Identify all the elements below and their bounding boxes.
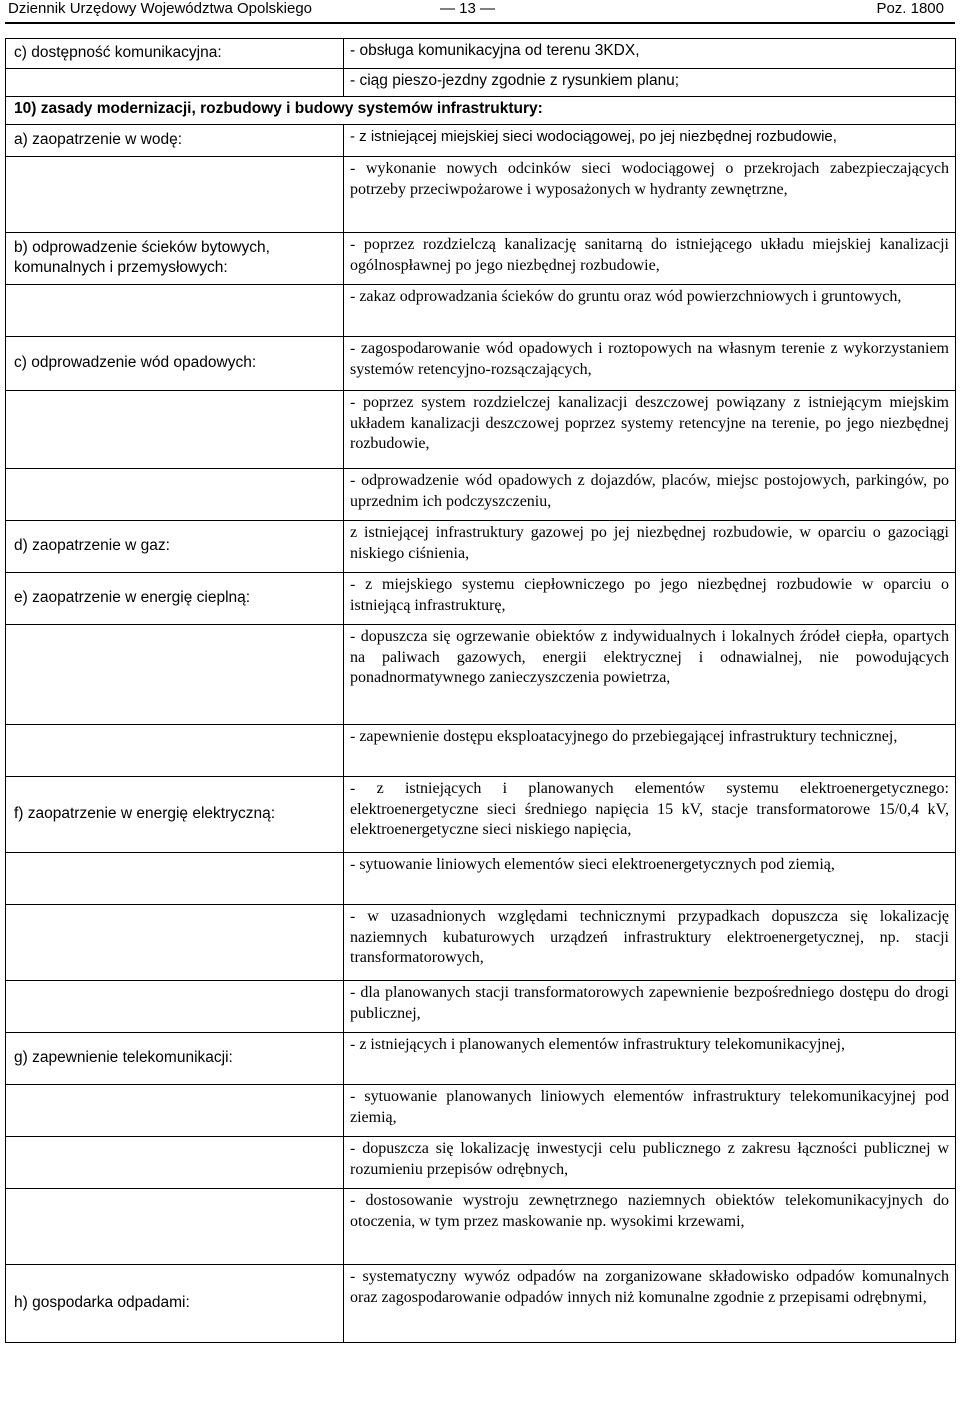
- row-label: g) zapewnienie telekomunikacji:: [6, 1033, 344, 1085]
- page-header: [0, 0, 960, 24]
- table-row: [6, 337, 956, 391]
- row-value: - ciąg pieszo-jezdny zgodnie z rysunkiem planu;: [344, 69, 956, 97]
- row-label: f) zaopatrzenie w energię elektryczną:: [6, 777, 344, 853]
- table-row: [6, 521, 956, 573]
- row-value: - z istniejących i planowanych elementów systemu elektroenergetycznego: elektroenergetyczne sieci średniego napięcia 15 kV, stacje transformatorowe 15/0,4 kV, elektroenergetyczne sieci niskiego napięcia,: [344, 777, 956, 853]
- row-label-empty: [6, 981, 344, 1033]
- row-label-empty: [6, 1137, 344, 1189]
- row-label: c) odprowadzenie wód opadowych:: [6, 337, 344, 391]
- row-label-empty: [6, 1085, 344, 1137]
- table-row: [6, 725, 956, 777]
- table-row: [6, 777, 956, 853]
- table-row: [6, 125, 956, 157]
- row-value: z istniejącej infrastruktury gazowej po jej niezbędnej rozbudowie, w oparciu o gazociągi niskiego ciśnienia,: [344, 521, 956, 573]
- row-label-empty: [6, 157, 344, 233]
- table-row: [6, 97, 956, 125]
- row-label-empty: [6, 853, 344, 905]
- row-value: - z istniejących i planowanych elementów infrastruktury telekomunikacyjnej,: [344, 1033, 956, 1085]
- table-row: [6, 1189, 956, 1265]
- row-value: - obsługa komunikacyjna od terenu 3KDX,: [344, 39, 956, 69]
- row-label: e) zaopatrzenie w energię cieplną:: [6, 573, 344, 625]
- table-row: [6, 469, 956, 521]
- row-value: - dostosowanie wystroju zewnętrznego naziemnych obiektów telekomunikacyjnych do otoczenia, w tym przez maskowanie np. wysokimi krzewami,: [344, 1189, 956, 1265]
- table-row: [6, 157, 956, 233]
- table-row: [6, 981, 956, 1033]
- row-label-empty: [6, 469, 344, 521]
- row-label-empty: [6, 69, 344, 97]
- row-value: - w uzasadnionych względami technicznymi przypadkach dopuszcza się lokalizację naziemnych kubaturowych urządzeń infrastruktury elektroenergetycznej, np. stacji transformatorowych,: [344, 905, 956, 981]
- journal-title: Dziennik Urzędowy Województwa Opolskiego: [8, 0, 313, 17]
- row-label-empty: [6, 625, 344, 725]
- position-number: Poz. 1800: [876, 0, 944, 17]
- table-row: [6, 1265, 956, 1343]
- row-label-empty: [6, 905, 344, 981]
- section-heading: 10) zasady modernizacji, rozbudowy i budowy systemów infrastruktury:: [6, 97, 956, 125]
- table-row: [6, 1085, 956, 1137]
- row-value: - poprzez system rozdzielczej kanalizacji deszczowej powiązany z istniejącym miejskim układem kanalizacji deszczowej poprzez systemy retencyjne na terenie, po jego niezbędnej rozbudowie,: [344, 391, 956, 469]
- row-label: a) zaopatrzenie w wodę:: [6, 125, 344, 157]
- table-row: [6, 905, 956, 981]
- row-value: - sytuowanie liniowych elementów sieci elektroenergetycznych pod ziemią,: [344, 853, 956, 905]
- row-label: b) odprowadzenie ścieków bytowych, komunalnych i przemysłowych:: [6, 233, 344, 285]
- row-label: h) gospodarka odpadami:: [6, 1265, 344, 1343]
- header-rule: [5, 22, 955, 24]
- table-row: [6, 853, 956, 905]
- row-value: - systematyczny wywóz odpadów na zorganizowane składowisko odpadów komunalnych oraz zagospodarowanie odpadów innych niż komunalne zgodnie z przepisami odrębnymi,: [344, 1265, 956, 1343]
- row-value: - z istniejącej miejskiej sieci wodociągowej, po jej niezbędnej rozbudowie,: [344, 125, 956, 157]
- row-value: - dopuszcza się lokalizację inwestycji celu publicznego z zakresu łączności publicznej w rozumieniu przepisów odrębnych,: [344, 1137, 956, 1189]
- table-row: [6, 39, 956, 69]
- row-value: - odprowadzenie wód opadowych z dojazdów, placów, miejsc postojowych, parkingów, po uprzednim ich podczyszczeniu,: [344, 469, 956, 521]
- row-label-empty: [6, 725, 344, 777]
- row-value: - zapewnienie dostępu eksploatacyjnego do przebiegającej infrastruktury technicznej,: [344, 725, 956, 777]
- row-label: c) dostępność komunikacyjna:: [6, 39, 344, 69]
- row-value: - poprzez rozdzielczą kanalizację sanitarną do istniejącego układu miejskiej kanalizacji ogólnospławnej po jego niezbędnej rozbudowie,: [344, 233, 956, 285]
- table-row: [6, 1137, 956, 1189]
- row-value: - sytuowanie planowanych liniowych elementów infrastruktury telekomunikacyjnej pod ziemią,: [344, 1085, 956, 1137]
- table-row: [6, 233, 956, 285]
- table-row: [6, 573, 956, 625]
- row-value: - z miejskiego systemu ciepłowniczego po jego niezbędnej rozbudowie w oparciu o istniejącą infrastrukturę,: [344, 573, 956, 625]
- table-row: [6, 69, 956, 97]
- table-row: [6, 391, 956, 469]
- page-number: — 13 —: [440, 0, 496, 17]
- table-row: [6, 1033, 956, 1085]
- row-value: - dopuszcza się ogrzewanie obiektów z indywidualnych i lokalnych źródeł ciepła, opartych na paliwach gazowych, energii elektrycznej i odnawialnej, nie powodujących ponadnormatywnego zanieczyszczenia powietrza,: [344, 625, 956, 725]
- row-value: - zakaz odprowadzania ścieków do gruntu oraz wód powierzchniowych i gruntowych,: [344, 285, 956, 337]
- row-value: - dla planowanych stacji transformatorowych zapewnienie bezpośredniego dostępu do drogi publicznej,: [344, 981, 956, 1033]
- table-row: [6, 285, 956, 337]
- table-row: [6, 625, 956, 725]
- row-value: - zagospodarowanie wód opadowych i roztopowych na własnym terenie z wykorzystaniem systemów retencyjno-rozsączających,: [344, 337, 956, 391]
- row-label-empty: [6, 1189, 344, 1265]
- row-label-empty: [6, 391, 344, 469]
- row-label-empty: [6, 285, 344, 337]
- provisions-table: [5, 38, 956, 1343]
- row-label: d) zaopatrzenie w gaz:: [6, 521, 344, 573]
- row-value: - wykonanie nowych odcinków sieci wodociągowej o przekrojach zabezpieczających potrzeby przeciwpożarowe i wyposażonych w hydranty zewnętrzne,: [344, 157, 956, 233]
